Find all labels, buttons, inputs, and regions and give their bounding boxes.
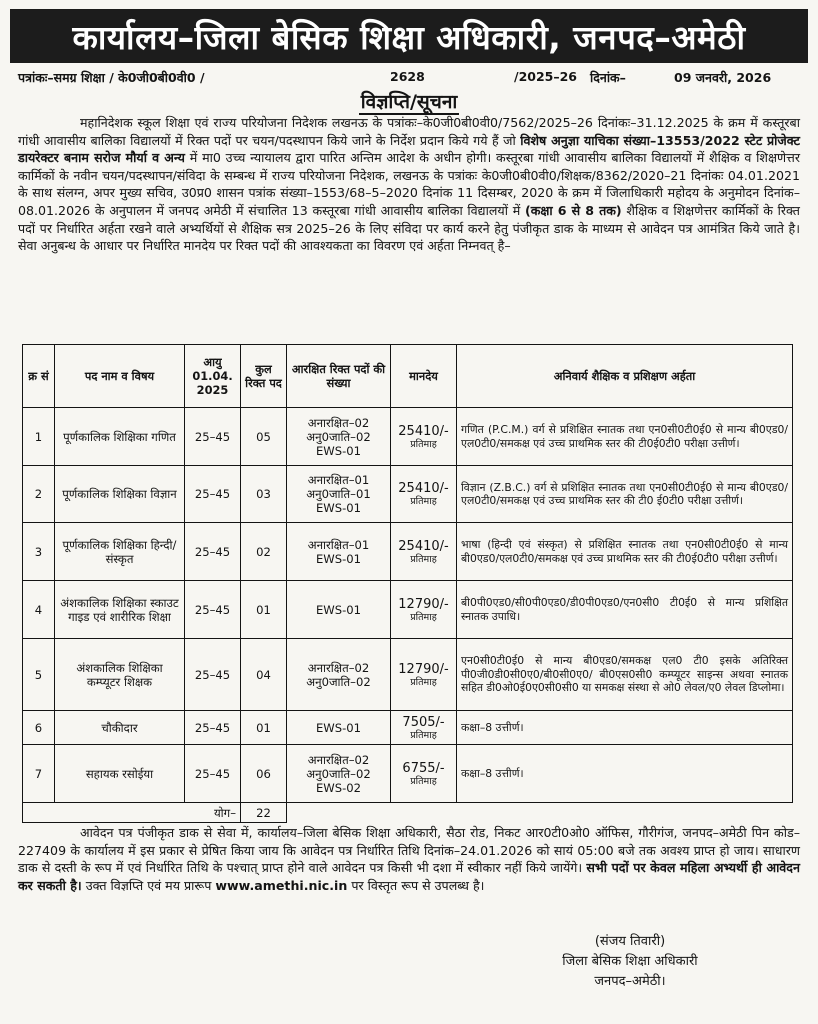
- website-link[interactable]: www.amethi.nic.in: [215, 877, 348, 893]
- cell-qualification: बी0पी0एड0/सी0पी0एड0/डी0पी0एड0/एन0सी0 टी0ई0 से मान्य प्रशिक्षित स्नातक उपाधि।: [457, 581, 793, 639]
- header-sn: क्र सं: [23, 345, 55, 408]
- signatory-district: जनपद–अमेठी।: [594, 974, 666, 989]
- table-total-row: [23, 803, 793, 823]
- notice-title: विज्ञप्ति/सूचना: [360, 91, 458, 113]
- signature-block: [530, 932, 730, 992]
- cell-salary: 7505/- प्रतिमाह: [391, 711, 457, 745]
- total-value: 22: [241, 803, 287, 823]
- table-row: [23, 408, 793, 466]
- cell-post: चौकीदार: [55, 711, 185, 745]
- vacancy-table: [22, 344, 793, 823]
- cell-sn: 5: [23, 639, 55, 711]
- total-blank: [287, 803, 793, 823]
- closing-paragraph: आवेदन पत्र पंजीकृत डाक से सेवा में, कार्यालय–जिला बेसिक शिक्षा अधिकारी, सैठा रोड, निकट आर0टी0ओ0 ऑफिस, गौरीगंज, जनपद–अमेठी पिन कोड–227409 के कार्यालय में इस प्रकार से प्रेषित किया जाय कि आवेदन पत्र निर्धारित तिथि दिनांक–24.01.2026 को सायं 05:00 बजे तक अवश्य प्राप्त हो जाय। साधारण डाक से दस्ती के रूप में एवं निर्धारित तिथि के पश्चात् प्राप्त होने वाले आवेदन पत्र किसी भी दशा में स्वीकार नहीं किये जायेंगे। सभी पदों पर केवल महिला अभ्यर्थी ही आवेदन कर सकती है। उक्त विज्ञप्ति एवं मय प्रारूप www.amethi.nic.in पर विस्तृत रूप से उपलब्ध है।: [18, 825, 800, 893]
- table-row: [23, 523, 793, 581]
- cell-age: 25–45: [185, 466, 241, 523]
- cell-post: सहायक रसोईया: [55, 745, 185, 803]
- total-label: योग–: [23, 803, 241, 823]
- table-row: [23, 711, 793, 745]
- cell-age: 25–45: [185, 639, 241, 711]
- cell-reserved: अनारक्षित–02 अनु0जाति–02 EWS-02: [287, 745, 391, 803]
- cell-sn: 4: [23, 581, 55, 639]
- table-row: [23, 581, 793, 639]
- cell-age: 25–45: [185, 581, 241, 639]
- cell-post: अंशकालिक शिक्षिका कम्प्यूटर शिक्षक: [55, 639, 185, 711]
- cell-post: पूर्णकालिक शिक्षिका विज्ञान: [55, 466, 185, 523]
- cell-sn: 2: [23, 466, 55, 523]
- reference-line: [18, 69, 800, 87]
- cell-total: 04: [241, 639, 287, 711]
- cell-age: 25–45: [185, 523, 241, 581]
- cell-qualification: एन0सी0टी0ई0 से मान्य बी0एड0/समकक्ष एल0 टी0 इसके अतिरिक्त पी0जी0डी0सी0ए0/बी0सी0ए0/ बी0एस0सी0 कम्प्यूटर साइन्स अथवा स्नातक सहित डी0ओ0ई0ए0सी0सी0 या समकक्ष संस्था से ओ0 लेवल/ए0 लेवल डिप्लोमा।: [457, 639, 793, 711]
- cell-total: 06: [241, 745, 287, 803]
- cell-post: पूर्णकालिक शिक्षिका हिन्दी/संस्कृत: [55, 523, 185, 581]
- cell-age: 25–45: [185, 408, 241, 466]
- header-total: कुल रिक्त पद: [241, 345, 287, 408]
- cell-salary: 25410/- प्रतिमाह: [391, 408, 457, 466]
- session: /2025–26: [514, 69, 578, 84]
- cell-sn: 6: [23, 711, 55, 745]
- cell-age: 25–45: [185, 711, 241, 745]
- cell-sn: 7: [23, 745, 55, 803]
- cell-salary: 6755/- प्रतिमाह: [391, 745, 457, 803]
- cell-total: 01: [241, 581, 287, 639]
- office-header: [10, 9, 808, 63]
- table-row: [23, 466, 793, 523]
- cell-qualification: गणित (P.C.M.) वर्ग से प्रशिक्षित स्नातक तथा एन0सी0टी0ई0 से मान्य बी0एड0/एल0टी0/समकक्ष एवं उच्च प्राथमिक स्तर की टी0ई0टी0 परीक्षा उत्तीर्ण।: [457, 408, 793, 466]
- cell-post: पूर्णकालिक शिक्षिका गणित: [55, 408, 185, 466]
- cell-reserved: EWS-01: [287, 711, 391, 745]
- cell-qualification: भाषा (हिन्दी एवं संस्कृत) से प्रशिक्षित स्नातक तथा एन0सी0टी0ई0 से मान्य बी0एड0/एल0टी0/समकक्ष एवं उच्च प्राथमिक स्तर की टी0ई0टी0 परीक्षा उत्तीर्ण।: [457, 523, 793, 581]
- table-row: [23, 745, 793, 803]
- cell-total: 05: [241, 408, 287, 466]
- header-reserved: आरक्षित रिक्त पदों की संख्या: [287, 345, 391, 408]
- cell-salary: 25410/- प्रतिमाह: [391, 466, 457, 523]
- office-title: कार्यालय–जिला बेसिक शिक्षा अधिकारी, जनपद–अमेठी: [72, 17, 746, 57]
- issue-date: 09 जनवरी, 2026: [674, 70, 772, 85]
- cell-total: 01: [241, 711, 287, 745]
- cell-qualification: कक्षा–8 उत्तीर्ण।: [457, 711, 793, 745]
- cell-reserved: EWS-01: [287, 581, 391, 639]
- cell-sn: 3: [23, 523, 55, 581]
- notice-paragraph: महानिदेशक स्कूल शिक्षा एवं राज्य परियोजना निदेशक लखनऊ के पत्रांकः–के0जी0बी0वी0/7562/2025–26 दिनांकः–31.12.2025 के क्रम में कस्तूरबा गांधी आवासीय बालिका विद्यालयों में रिक्त पदों पर चयन/पदस्थापन किये जाने के निर्देश प्रदान किये गये हैं जो विशेष अनुज्ञा याचिका संख्या–13553/2022 स्टेट प्रोजेक्ट डायरेक्टर बनाम सरोज मौर्या व अन्य में मा0 उच्च न्यायालय द्वारा पारित अन्तिम आदेश के अधीन होगी। कस्तूरबा गांधी आवासीय बालिका विद्यालयों में शैक्षिक व शिक्षणेत्तर कार्मिकों के नवीन चयन/पदस्थापन/संविदा के सम्बन्ध में राज्य परियोजना निदेशक, लखनऊ के पत्रांकः के0जी0बी0वी0/शिक्षक/8362/2020–21 दिनांकः 04.01.2021 के साथ संलग्न, अपर मुख्य सचिव, उ0प्र0 शासन पत्रांक संख्या–1553/68–5–2020 दिनांक 11 दिसम्बर, 2020 के क्रम में जिलाधिकारी महोदय के अनुमोदन दिनांक–08.01.2026 के अनुपालन में जनपद अमेठी में संचालित 13 कस्तूरबा गांधी आवासीय बालिका विद्यालयों में (कक्षा 6 से 8 तक) शैक्षिक व शिक्षणेत्तर कार्मिकों के रिक्त पदों पर निर्धारित अर्हता रखने वाले अभ्यर्थियों से शैक्षिक सत्र 2025–26 के लिए संविदा पर कार्य करने हेतु पंजीकृत डाक के माध्यम से आवेदन पत्र आमंत्रित किये जाते है। सेवा अनुबन्ध के आधार पर निर्धारित मानदेय पर रिक्त पदों की आवश्यकता का विवरण एवं अर्हता निम्नवत् है–: [18, 115, 800, 254]
- signatory-name: (संजय तिवारी): [594, 934, 666, 949]
- header-age: आयु 01.04. 2025: [185, 345, 241, 408]
- signatory-designation: जिला बेसिक शिक्षा अधिकारी: [562, 954, 698, 969]
- cell-sn: 1: [23, 408, 55, 466]
- cell-salary: 12790/- प्रतिमाह: [391, 581, 457, 639]
- header-salary: मानदेय: [391, 345, 457, 408]
- cell-reserved: अनारक्षित–02 अनु0जाति–02: [287, 639, 391, 711]
- cell-post: अंशकालिक शिक्षिका स्काउट गाइड एवं शारीरिक शिक्षा: [55, 581, 185, 639]
- cell-total: 03: [241, 466, 287, 523]
- table-header-row: [23, 345, 793, 408]
- header-post: पद नाम व विषय: [55, 345, 185, 408]
- table-row: [23, 639, 793, 711]
- cell-reserved: अनारक्षित–01 EWS-01: [287, 523, 391, 581]
- cell-reserved: अनारक्षित–02 अनु0जाति–02 EWS-01: [287, 408, 391, 466]
- cell-salary: 12790/- प्रतिमाह: [391, 639, 457, 711]
- cell-salary: 25410/- प्रतिमाह: [391, 523, 457, 581]
- letter-number: पत्रांकः–समग्र शिक्षा / के0जी0बी0वी0 /: [18, 70, 205, 85]
- header-qualification: अनिवार्य शैक्षिक व प्रशिक्षण अर्हता: [457, 345, 793, 408]
- date-label: दिनांक–: [590, 70, 626, 85]
- cell-qualification: कक्षा–8 उत्तीर्ण।: [457, 745, 793, 803]
- cell-age: 25–45: [185, 745, 241, 803]
- cell-qualification: विज्ञान (Z.B.C.) वर्ग से प्रशिक्षित स्नातक तथा एन0सी0टी0ई0 से मान्य बी0एड0/एल0टी0/समकक्ष एवं उच्च प्राथमिक स्तर की टी0 ई0टी0 परीक्षा उत्तीर्ण।: [457, 466, 793, 523]
- dispatch-number: 2628: [390, 69, 425, 84]
- cell-reserved: अनारक्षित–01 अनु0जाति–01 EWS-01: [287, 466, 391, 523]
- cell-total: 02: [241, 523, 287, 581]
